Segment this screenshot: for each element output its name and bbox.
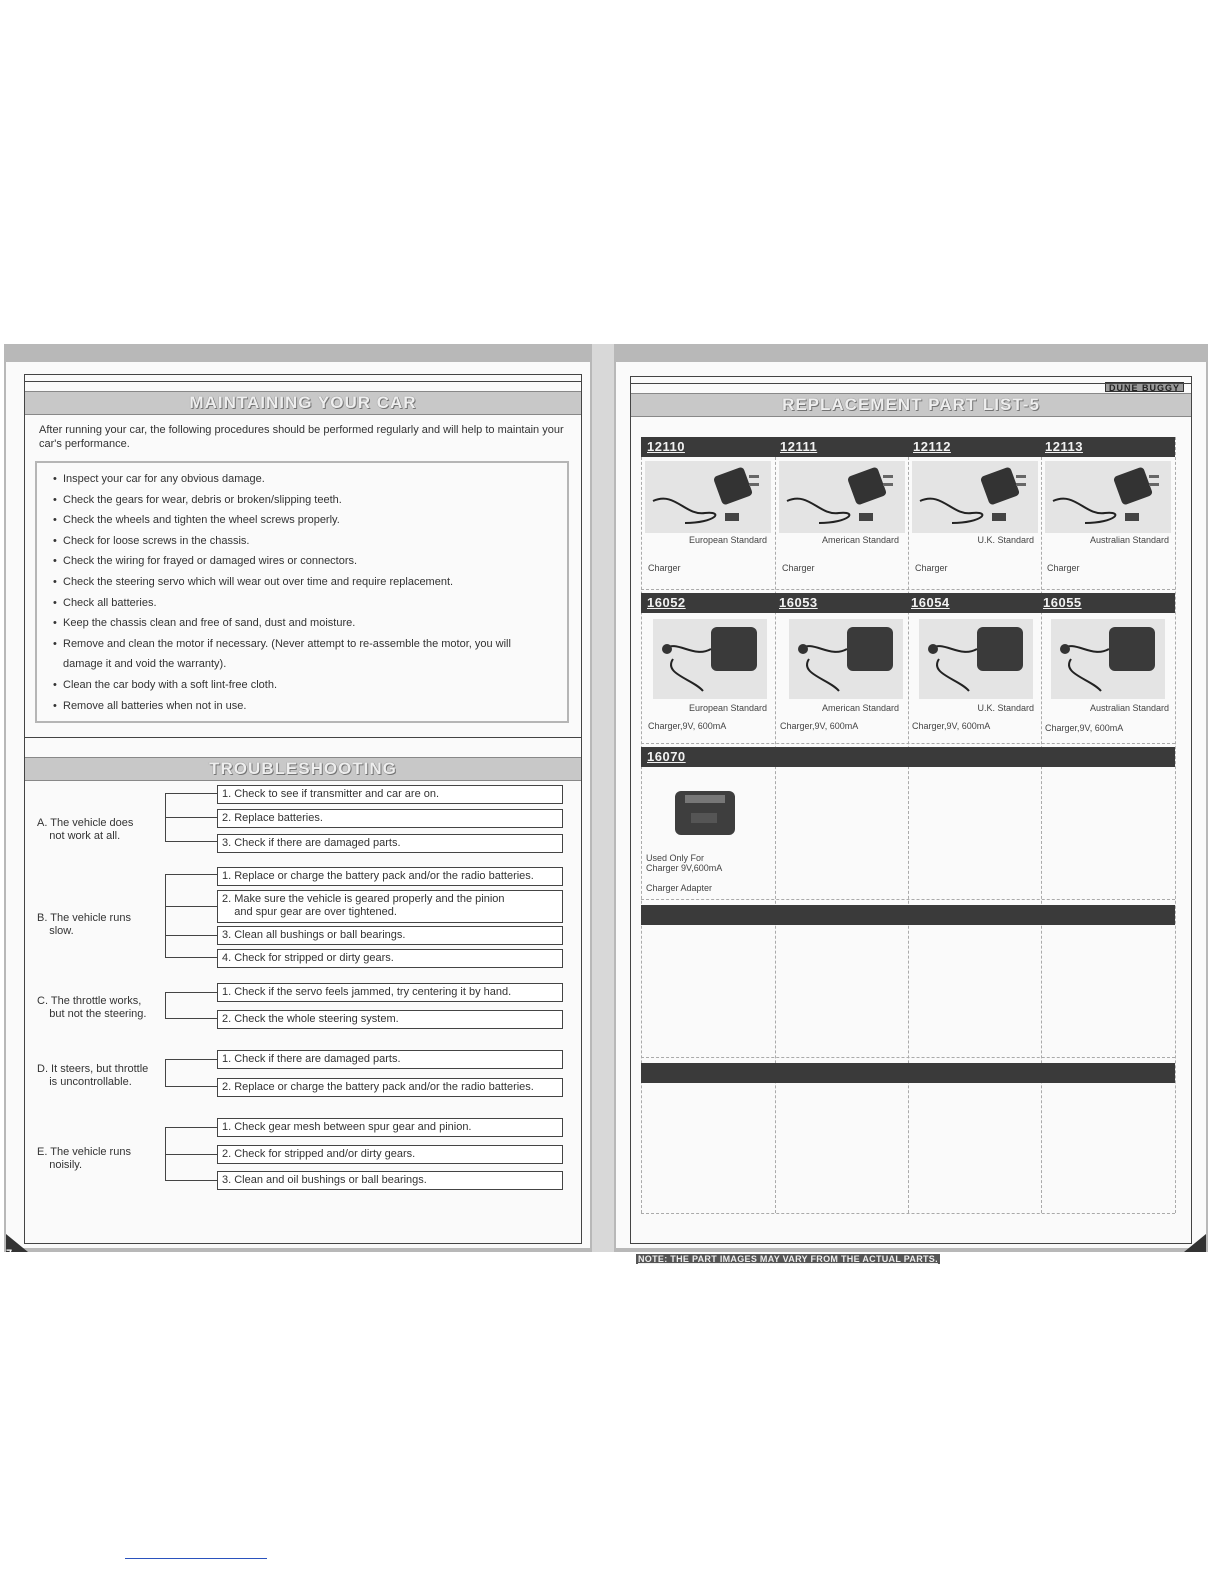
page-number-right: 12 xyxy=(1190,1252,1202,1263)
list-item: • Check the wiring for frayed or damaged wires or connectors. xyxy=(53,551,567,572)
troubleshooting-title: TROUBLESHOOTING xyxy=(25,757,581,781)
problem-e: E. The vehicle runs noisily. xyxy=(37,1146,131,1171)
problem-d: D. It steers, but throttle is uncontrollable. xyxy=(37,1063,149,1088)
adapter-image xyxy=(919,619,1033,699)
part-number: 12113 xyxy=(1045,439,1083,454)
part-label: Charger Adapter xyxy=(646,883,713,893)
part-list-title: REPLACEMENT PART LIST-5 xyxy=(631,393,1191,417)
part-label: Charger xyxy=(782,563,815,573)
part-label: Charger xyxy=(915,563,948,573)
list-item: • Check the wheels and tighten the wheel screws properly. xyxy=(53,510,567,531)
adapter-image xyxy=(653,619,767,699)
maintenance-checklist xyxy=(35,461,569,723)
part-label: Charger,9V, 600mA xyxy=(912,721,991,731)
solution-a2: 2. Replace batteries. xyxy=(217,809,563,828)
center-gutter xyxy=(592,344,614,1252)
grid-column xyxy=(641,437,642,1213)
charger-image xyxy=(1045,461,1171,533)
part-label: Charger,9V, 600mA xyxy=(1045,723,1124,733)
charger-adapter-image xyxy=(671,785,741,841)
solution-e2: 2. Check for stripped and/or dirty gears. xyxy=(217,1145,563,1164)
empty-row-header xyxy=(641,905,1175,925)
part-number: 16054 xyxy=(911,595,950,610)
bracket-b xyxy=(165,874,217,958)
footnote: NOTE: THE PART IMAGES MAY VARY FROM THE ACTUAL PARTS. xyxy=(638,1254,938,1264)
bracket-tick xyxy=(165,817,217,818)
list-item: • Check the steering servo which will wear out over time and require replacement. xyxy=(53,572,567,593)
link-underline xyxy=(125,1558,267,1559)
right-frame xyxy=(630,376,1192,1244)
solution-a1: 1. Check to see if transmitter and car are on. xyxy=(217,785,563,804)
standard-label: Australian Standard xyxy=(1089,535,1169,545)
grid-column xyxy=(908,437,909,1213)
standard-label: American Standard xyxy=(821,703,899,713)
part-label: Charger xyxy=(648,563,681,573)
standard-label: European Standard xyxy=(688,703,767,713)
solution-b3: 3. Clean all bushings or ball bearings. xyxy=(217,926,563,945)
row-divider xyxy=(641,743,1175,744)
row-divider xyxy=(641,1213,1175,1214)
part-number: 16052 xyxy=(647,595,686,610)
bracket-c xyxy=(165,992,217,1019)
bracket-tick xyxy=(165,1154,217,1155)
part-number: 12112 xyxy=(913,439,951,454)
part-label: Charger,9V, 600mA xyxy=(648,721,727,731)
brand-logo: DUNE BUGGY xyxy=(1105,382,1184,392)
part-number: 16055 xyxy=(1043,595,1082,610)
adapter-image xyxy=(789,619,903,699)
row-divider xyxy=(641,1057,1175,1058)
part-number: 12110 xyxy=(647,439,685,454)
standard-label: Australian Standard xyxy=(1089,703,1169,713)
left-frame xyxy=(24,374,582,1244)
top-rule xyxy=(25,381,581,382)
part-row-header xyxy=(641,593,1175,613)
part-label: Charger,9V, 600mA xyxy=(780,721,859,731)
charger-image xyxy=(912,461,1038,533)
part-number: 12111 xyxy=(780,439,818,454)
problem-b: B. The vehicle runs slow. xyxy=(37,912,131,937)
charger-image xyxy=(779,461,905,533)
solution-b1: 1. Replace or charge the battery pack and/or the radio batteries. xyxy=(217,867,563,886)
grid-column xyxy=(1041,437,1042,1213)
right-page xyxy=(616,362,1206,1264)
grid-column xyxy=(775,437,776,1213)
bracket-tick xyxy=(165,906,217,907)
standard-label: U.K. Standard xyxy=(977,703,1034,713)
standard-label: American Standard xyxy=(821,535,899,545)
standard-label: European Standard xyxy=(688,535,767,545)
row-divider xyxy=(641,899,1175,900)
book-spread xyxy=(4,344,1208,1264)
part-number: 16070 xyxy=(647,749,686,764)
list-item: • Check the gears for wear, debris or broken/slipping teeth. xyxy=(53,490,567,511)
top-rule xyxy=(631,383,1191,384)
list-item: • Keep the chassis clean and free of sand, dust and moisture. xyxy=(53,613,567,634)
list-item: • Remove and clean the motor if necessary. (Never attempt to re-assemble the motor, you will damage it and void the warranty). xyxy=(53,634,553,675)
part-row-header xyxy=(641,747,1175,767)
list-item: • Clean the car body with a soft lint-free cloth. xyxy=(53,675,567,696)
bracket-tick xyxy=(165,935,217,936)
solution-c2: 2. Check the whole steering system. xyxy=(217,1010,563,1029)
part-number: 16053 xyxy=(779,595,818,610)
standard-label: U.K. Standard xyxy=(977,535,1034,545)
solution-b2: 2. Make sure the vehicle is geared properly and the pinion and spur gear are over tightened. xyxy=(217,890,563,923)
row-divider xyxy=(641,589,1175,590)
grid-column xyxy=(1175,437,1176,1213)
maintaining-intro: After running your car, the following procedures should be performed regularly and will help to maintain your car's performance. xyxy=(39,424,564,450)
list-item: • Inspect your car for any obvious damage. xyxy=(53,469,567,490)
adapter-image xyxy=(1051,619,1165,699)
divider-rule xyxy=(25,737,581,738)
charger-image xyxy=(645,461,771,533)
empty-row-header xyxy=(641,1063,1175,1083)
solution-c1: 1. Check if the servo feels jammed, try centering it by hand. xyxy=(217,983,563,1002)
problem-c: C. The throttle works, but not the steering. xyxy=(37,995,147,1020)
list-item: • Check for loose screws in the chassis. xyxy=(53,531,567,552)
solution-d2: 2. Replace or charge the battery pack and/or the radio batteries. xyxy=(217,1078,563,1097)
problem-a: A. The vehicle does not work at all. xyxy=(37,817,134,842)
list-item: • Check all batteries. xyxy=(53,593,567,614)
maintaining-title: MAINTAINING YOUR CAR xyxy=(25,391,581,415)
solution-e3: 3. Clean and oil bushings or ball bearings. xyxy=(217,1171,563,1190)
page-number-left: 7 xyxy=(6,1248,13,1260)
solution-d1: 1. Check if there are damaged parts. xyxy=(217,1050,563,1069)
list-item: • Remove all batteries when not in use. xyxy=(53,696,567,717)
corner-tab-right xyxy=(1184,1234,1206,1252)
solution-b4: 4. Check for stripped or dirty gears. xyxy=(217,949,563,968)
solution-e1: 1. Check gear mesh between spur gear and pinion. xyxy=(217,1118,563,1137)
part-row-header xyxy=(641,437,1175,457)
bracket-d xyxy=(165,1059,217,1087)
adapter-note: Used Only For Charger 9V,600mA xyxy=(646,853,723,873)
part-label: Charger xyxy=(1047,563,1080,573)
solution-a3: 3. Check if there are damaged parts. xyxy=(217,834,563,853)
left-page xyxy=(6,362,590,1260)
